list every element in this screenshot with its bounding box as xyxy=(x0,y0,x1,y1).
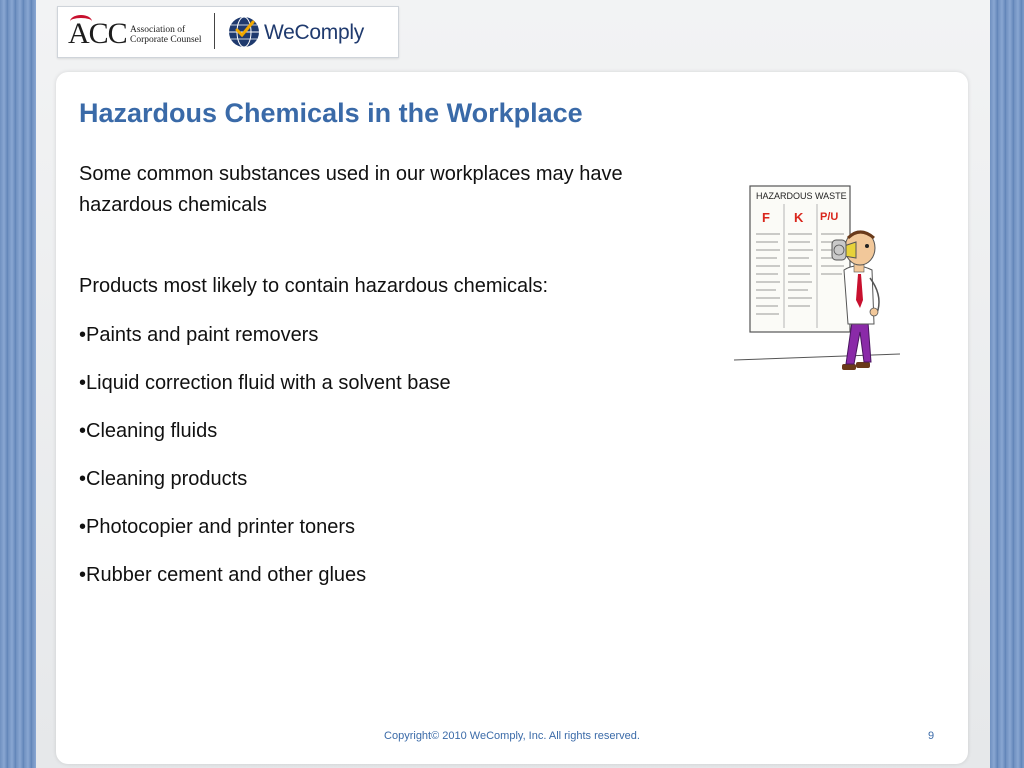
sign-code-pu: P/U xyxy=(820,211,839,223)
right-decorative-band xyxy=(989,0,1024,768)
product-list xyxy=(79,323,451,611)
page-number: 9 xyxy=(928,730,935,742)
logo-divider xyxy=(214,13,215,49)
list-item: •Cleaning fluids xyxy=(79,420,218,442)
acc-logo-name xyxy=(130,25,202,45)
acc-logo-name-line2: Corporate Counsel xyxy=(130,35,202,45)
left-decorative-band xyxy=(0,0,37,768)
list-item: •Paints and paint removers xyxy=(79,324,319,346)
acc-logo-name-line1: Association of xyxy=(130,25,186,35)
intro-text: Some common substances used in our workplaces may have hazardous chemicals xyxy=(79,163,623,216)
list-item: •Cleaning products xyxy=(79,468,248,490)
globe-icon xyxy=(228,16,260,48)
list-item: •Liquid correction fluid with a solvent base xyxy=(79,372,451,394)
list-item: •Photocopier and printer toners xyxy=(79,516,356,538)
logo-bar xyxy=(57,6,399,58)
content-panel xyxy=(56,72,968,764)
products-heading: Products most likely to contain hazardous chemicals: xyxy=(79,275,549,297)
floor-line xyxy=(734,354,900,360)
wecomply-logo-name: WeComply xyxy=(264,21,364,44)
acc-logo xyxy=(68,15,216,55)
hazardous-waste-illustration xyxy=(732,182,912,392)
footer-copyright: Copyright© 2010 WeComply, Inc. All rights reserved. xyxy=(384,730,640,742)
slide-title: Hazardous Chemicals in the Workplace xyxy=(79,98,583,128)
acc-logo-mark: ACC xyxy=(68,17,127,50)
list-item: •Rubber cement and other glues xyxy=(79,564,367,586)
sign-title: HAZARDOUS WASTE xyxy=(756,191,847,201)
sign-code-f: F xyxy=(762,210,770,225)
sign-code-k: K xyxy=(794,210,804,225)
wecomply-logo xyxy=(228,12,388,52)
